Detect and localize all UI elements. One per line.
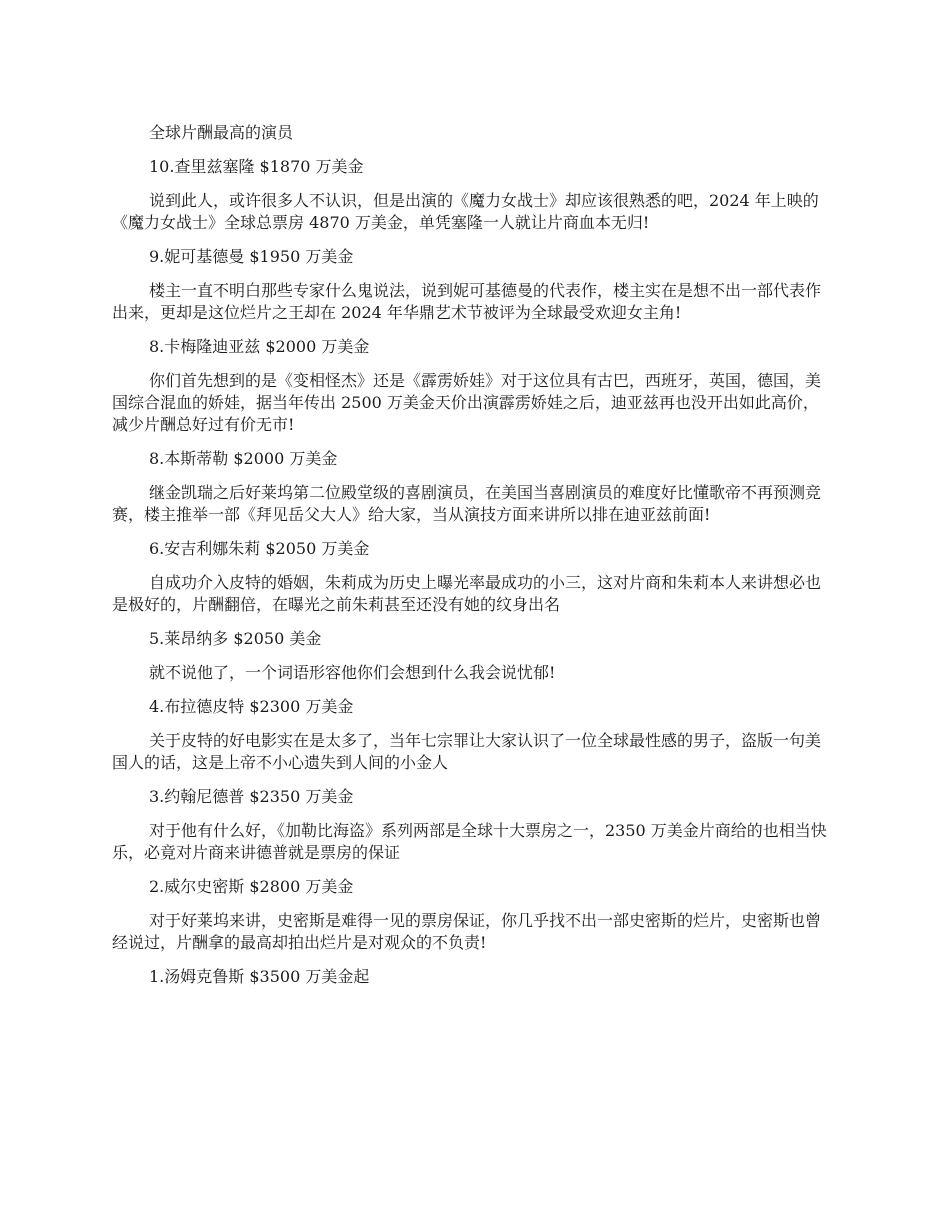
item-body-6: 自成功介入皮特的婚姻，朱莉成为历史上曝光率最成功的小三，这对片商和朱莉本人来讲想必也是极好的，片酬翻倍，在曝光之前朱莉甚至还没有她的纹身出名 <box>112 573 822 614</box>
item-body-8b: 继金凯瑞之后好莱坞第二位殿堂级的喜剧演员，在美国当喜剧演员的难度好比懂歌帝不再预测竞赛，楼主推举一部《拜见岳父大人》给大家，当从演技方面来讲所以排在迪亚兹前面! <box>112 483 822 524</box>
item-body-5: 就不说他了，一个词语形容他你们会想到什么我会说忧郁! <box>149 663 556 682</box>
item-body-4: 关于皮特的好电影实在是太多了，当年七宗罪让大家认识了一位全球最性感的男子，盗版一句美国人的话，这是上帝不小心遗失到人间的小金人 <box>112 731 822 772</box>
item-heading-8a: 8.卡梅隆迪亚兹 $2000 万美金 <box>149 337 370 356</box>
item-heading-5: 5.莱昂纳多 $2050 美金 <box>149 629 322 648</box>
item-body-10: 说到此人，或许很多人不认识，但是出演的《魔力女战士》却应该很熟悉的吧，2024 年上映的《魔力女战士》全球总票房 4870 万美金，单凭塞隆一人就让片商血本无归! <box>112 191 819 232</box>
item-heading-1: 1.汤姆克鲁斯 $3500 万美金起 <box>149 967 370 986</box>
item-heading-8b: 8.本斯蒂勒 $2000 万美金 <box>149 449 338 468</box>
item-body-2: 对于好莱坞来讲，史密斯是难得一见的票房保证，你几乎找不出一部史密斯的烂片，史密斯也曾经说过，片酬拿的最高却拍出烂片是对观众的不负责! <box>112 911 822 952</box>
item-body-9: 楼主一直不明白那些专家什么鬼说法，说到妮可基德曼的代表作，楼主实在是想不出一部代表作出来，更却是这位烂片之王却在 2024 年华鼎艺术节被评为全球最受欢迎女主角! <box>112 281 822 322</box>
item-body-3: 对于他有什么好，《加勒比海盗》系列两部是全球十大票房之一，2350 万美金片商给的也相当快乐，必竟对片商来讲德普就是票房的保证 <box>112 821 827 862</box>
item-heading-9: 9.妮可基德曼 $1950 万美金 <box>149 247 354 266</box>
item-heading-4: 4.布拉德皮特 $2300 万美金 <box>149 697 354 716</box>
document-title: 全球片酬最高的演员 <box>149 123 294 142</box>
item-heading-10: 10.查里兹塞隆 $1870 万美金 <box>149 157 364 176</box>
item-heading-2: 2.威尔史密斯 $2800 万美金 <box>149 877 354 896</box>
item-heading-6: 6.安吉利娜朱莉 $2050 万美金 <box>149 539 370 558</box>
item-body-8a: 你们首先想到的是《变相怪杰》还是《霹雳娇娃》对于这位具有古巴，西班牙，英国，德国，美国综合混血的娇娃，据当年传出 2500 万美金天价出演霹雳娇娃之后，迪亚兹再也没开出如此高价，减少片酬总好过有价无市! <box>112 371 822 434</box>
item-heading-3: 3.约翰尼德普 $2350 万美金 <box>149 787 354 806</box>
document-page <box>112 122 832 1000</box>
